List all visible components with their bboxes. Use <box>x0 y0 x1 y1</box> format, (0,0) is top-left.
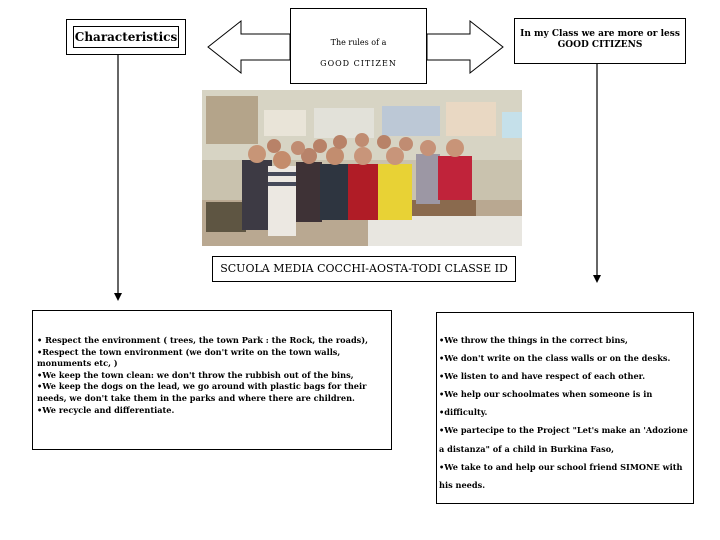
class-text: In my Class we are more or less GOOD CITIZENS <box>520 29 680 50</box>
characteristics-list <box>37 335 385 416</box>
left-double-arrow <box>208 21 290 73</box>
school-caption-box <box>212 256 516 282</box>
left-down-arrowhead <box>114 293 122 301</box>
list-item: •Respect the town environment (we don't write on the town walls, monuments etc, ) <box>37 346 341 369</box>
characteristics-list-box <box>32 310 392 450</box>
list-item: •We don't write on the class walls or on the desks. <box>439 353 671 364</box>
rules-line-2: GOOD CITIZEN <box>320 59 397 68</box>
list-item: •We keep the dogs on the lead, we go around with plastic bags for their needs, we don't take them in the parks and where there are children. <box>37 381 367 403</box>
list-item: •We keep the town clean: we don't throw the rubbish out of the bins, <box>37 369 354 380</box>
class-photo-image <box>202 90 522 246</box>
list-item: • Respect the environment ( trees, the town Park : the Rock, the roads), <box>37 335 369 345</box>
list-item: •We listen to and have respect of each other. <box>439 371 646 382</box>
characteristics-label: Characteristics <box>74 30 178 44</box>
good-citizens-list-box <box>436 312 694 504</box>
list-item: •difficulty. <box>439 407 488 418</box>
school-caption-text: SCUOLA MEDIA COCCHI-AOSTA-TODI CLASSE ID <box>220 262 508 275</box>
class-box <box>514 18 686 64</box>
characteristics-box <box>66 19 186 55</box>
rules-text <box>291 37 426 69</box>
list-item: •We partecipe to the Project "Let's make an 'Adozione a distanza" of a child in Burkina Faso, <box>439 425 688 454</box>
rules-line-1: The rules of a <box>330 38 387 47</box>
rules-box <box>290 8 427 84</box>
right-double-arrow <box>427 21 503 73</box>
list-item: •We recycle and differentiate. <box>37 404 175 415</box>
list-item: •We take to and help our school friend SIMONE with his needs. <box>439 461 683 490</box>
list-item: •We help our schoolmates when someone is in <box>439 389 653 400</box>
characteristics-inner-box <box>73 26 179 48</box>
list-item: •We throw the things in the correct bins, <box>439 335 628 345</box>
good-citizens-list <box>439 331 689 494</box>
right-down-arrowhead <box>593 275 601 283</box>
